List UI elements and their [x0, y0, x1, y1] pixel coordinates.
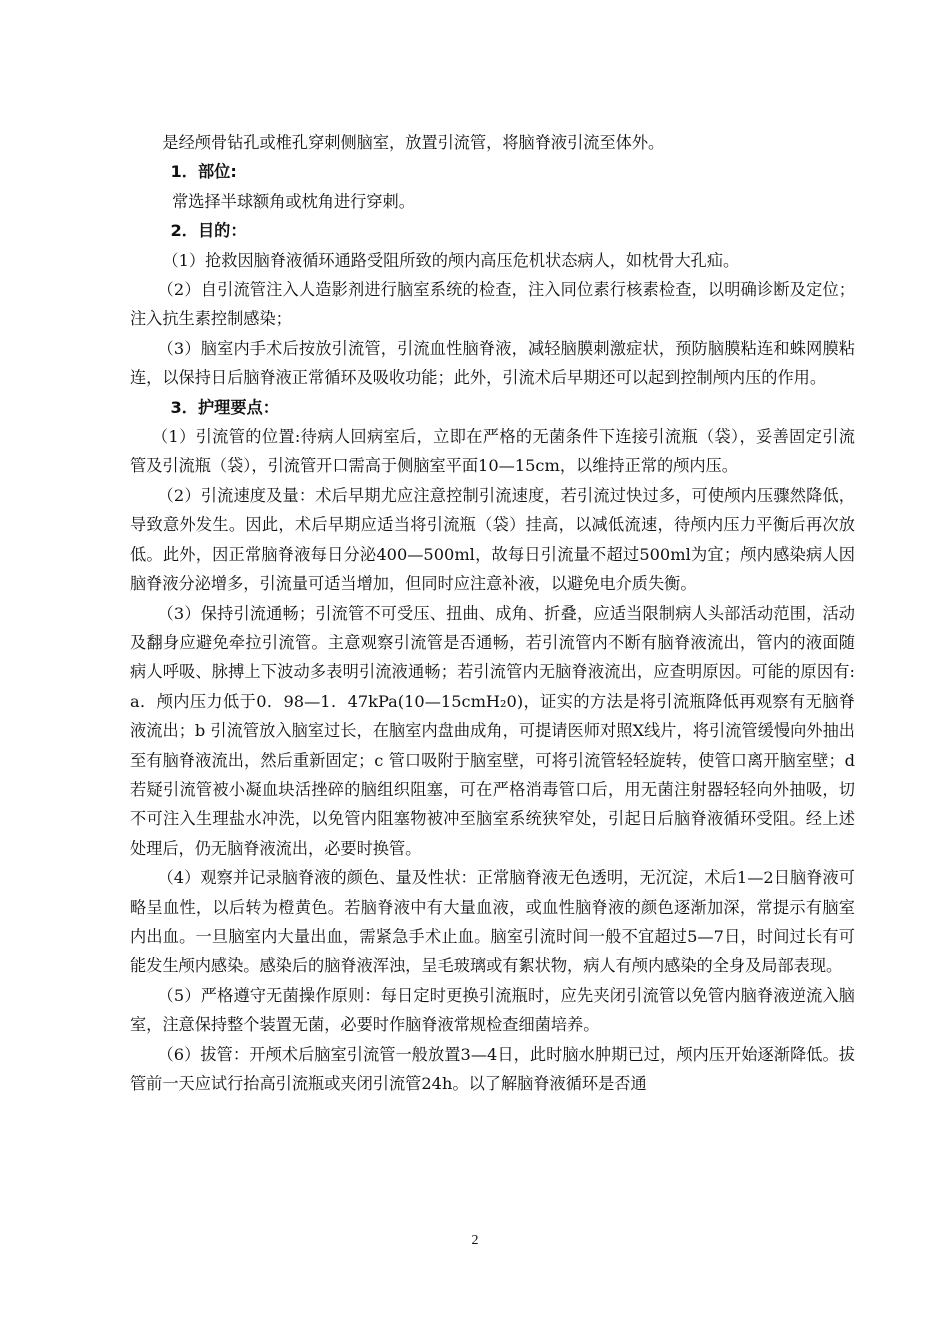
section-1-heading: 1．部位: [170, 162, 237, 182]
page-number: 2 [471, 1233, 479, 1248]
document-body [130, 128, 855, 1098]
section-3-item-2: （2）引流速度及量：术后早期尤应注意控制引流速度，若引流过快过多，可使颅内压骤然降低，导致意外发生。因此，术后早期应适当将引流瓶（袋）挂高，以减低流速，待颅内压力平衡后再次放低。此外，因正常脑脊液每日分泌400—500ml，故每日引流量不超过500ml为宜；颅内感染病人因脑脊液分泌增多，引流量可适当增加，但同时应注意补液，以避免电介质失衡。 [130, 485, 855, 594]
section-3-item-4: （4）观察并记录脑脊液的颜色、量及性状：正常脑脊液无色透明，无沉淀，术后1—2日脑脊液可略呈血性，以后转为橙黄色。若脑脊液中有大量血液，或血性脑脊液的颜色逐渐加深，常提示有脑室内出血。一旦脑室内大量出血，需紧急手术止血。脑室引流时间一般不宜超过5—7日，时间过长有可能发生颅内感染。感染后的脑脊液浑浊，呈毛玻璃或有絮状物，病人有颅内感染的全身及局部表现。 [130, 868, 855, 976]
section-3-heading: 3．护理要点： [170, 397, 279, 417]
section-3-item-6: （6）拔管：开颅术后脑室引流管一般放置3—4日，此时脑水肿期已过，颅内压开始逐渐降低。拔管前一天应试行抬高引流瓶或夹闭引流管24h。以了解脑脊液循环是否通 [130, 1044, 855, 1093]
section-2-item-3: （3）脑室内手术后按放引流管，引流血性脑脊液，减轻脑膜刺激症状，预防脑膜粘连和蛛网膜粘连，以保持日后脑脊液正常循环及吸收功能；此外，引流术后早期还可以起到控制颅内压的作用。 [130, 338, 855, 388]
section-1-text: 常选择半球额角或枕角进行穿刺。 [172, 191, 415, 211]
section-3-item-3: （3）保持引流通畅；引流管不可受压、扭曲、成角、折叠，应适当限制病人头部活动范围，活动及翻身应避免牵拉引流管。主意观察引流管是否通畅，若引流管内不断有脑脊液流出，管内的液面随病人呼吸、脉搏上下波动多表明引流液通畅；若引流管内无脑脊液流出，应查明原因。可能的原因有:a．颅内压力低于0．98—1．47kPa(10—15cmH₂0)，证实的方法是将引流瓶降低再观察有无脑脊液流出；b 引流管放入脑室过长，在脑室内盘曲成角，可提请医师对照X线片，将引流管缓慢向外抽出至有脑脊液流出，然后重新固定；c 管口吸附于脑室壁，可将引流管轻轻旋转，使管口离开脑室壁；d若疑引流管被小凝血块活挫碎的脑组织阻塞，可在严格消毒管口后，用无菌注射器轻轻向外抽吸，切不可注入生理盐水冲洗，以免管内阻塞物被冲至脑室系统狭窄处，引起日后脑脊液循环受阻。经上述处理后，仍无脑脊液流出，必要时换管。 [130, 603, 855, 858]
section-2-item-2: （2）自引流管注入人造影剂进行脑室系统的检查，注入同位素行核素检查，以明确诊断及定位；注入抗生素控制感染； [130, 280, 855, 329]
section-2-heading: 2．目的： [170, 221, 247, 241]
intro-paragraph: 是经颅骨钻孔或椎孔穿刺侧脑室，放置引流管，将脑脊液引流至体外。 [162, 133, 665, 152]
section-3-item-1: （1）引流管的位置:待病人回病室后，立即在严格的无菌条件下连接引流瓶（袋），妥善固定引流管及引流瓶（袋），引流管开口需高于侧脑室平面10—15cm，以维持正常的颅内压。 [130, 427, 855, 476]
section-2-item-1: （1）抢救因脑脊液循环通路受阻所致的颅内高压危机状态病人，如枕骨大孔疝。 [162, 250, 740, 270]
section-3-item-5: （5）严格遵守无菌操作原则：每日定时更换引流瓶时，应先夹闭引流管以免管内脑脊液逆流入脑室，注意保持整个装置无菌，必要时作脑脊液常规检查细菌培养。 [130, 985, 855, 1035]
